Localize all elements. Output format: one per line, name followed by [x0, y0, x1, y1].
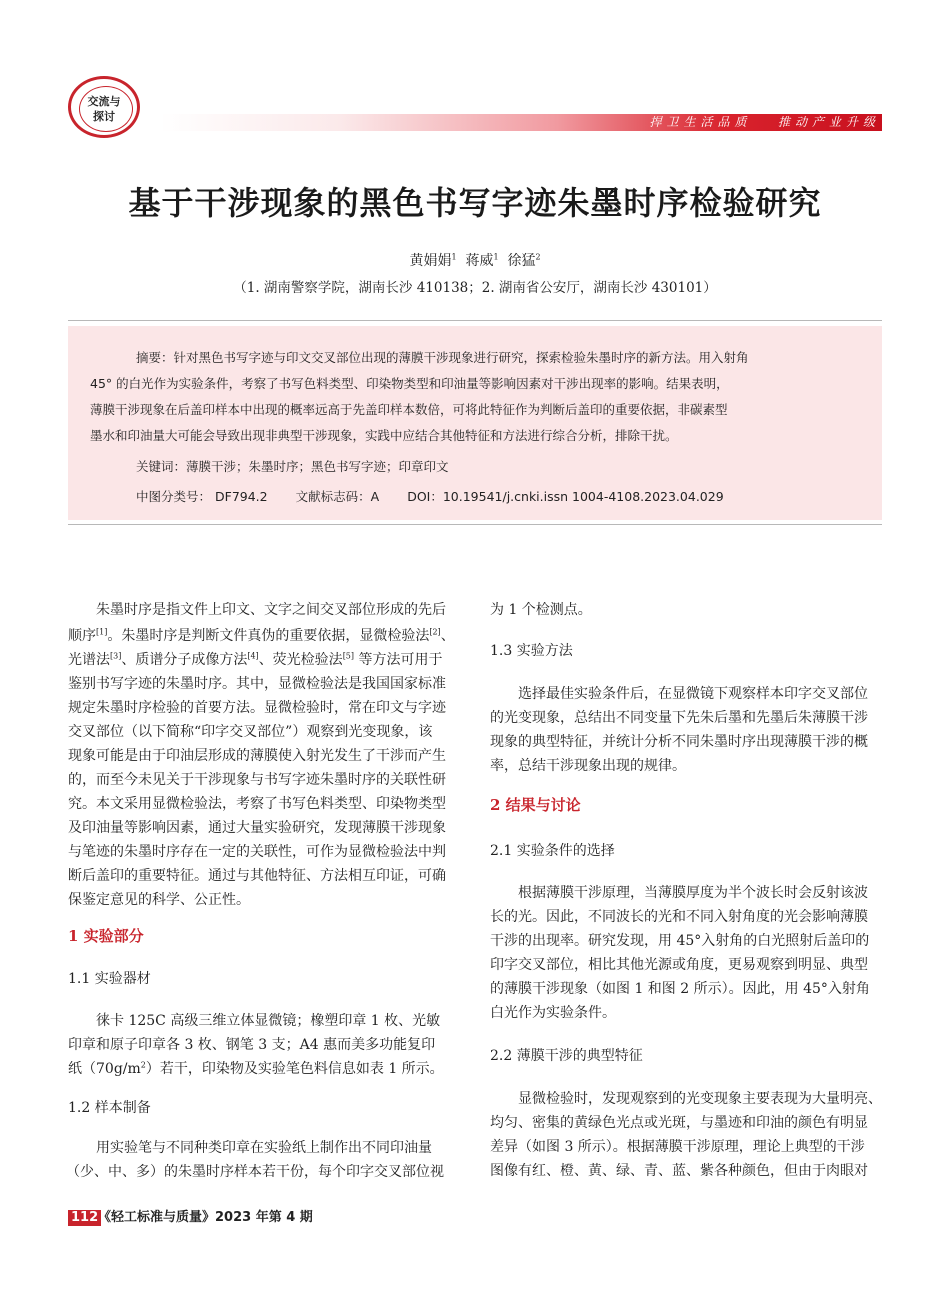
abstract-line: 45° 的白光作为实验条件，考察了书写色料类型、印染物类型和印油量等影响因素对干涉出现率的影响。结果表明，	[90, 376, 729, 391]
superscript: 2	[140, 1060, 146, 1070]
doi-value: 10.19541/j.cnki.issn 1004-4108.2023.04.029	[442, 489, 724, 504]
journal-section-logo	[68, 76, 140, 138]
body-line: 朱墨时序是指文件上印文、文字之间交叉部位形成的先后	[96, 602, 446, 618]
body-text: 、荧光检验法	[258, 652, 343, 668]
citation: [4]	[247, 651, 259, 661]
body-text: 。朱墨时序是判断文件真伪的重要依据，显微检验法	[107, 628, 430, 644]
abstract-text: 针对黑色书写字迹与印文交叉部位出现的薄膜干涉现象进行研究，探索检验朱墨时序的新方法。用入射角	[173, 350, 749, 365]
body-text: ）若干，印染物及实验笔色料信息如表 1 所示。	[145, 1061, 444, 1077]
logo-text-line2: 探讨	[93, 110, 115, 123]
body-line: 率，总结干涉现象出现的规律。	[490, 758, 686, 774]
citation: [5]	[342, 651, 355, 661]
body-line: 选择最佳实验条件后，在显微镜下观察样本印字交叉部位	[518, 686, 868, 702]
subsection-heading: 2.1 实验条件的选择	[490, 843, 615, 859]
keywords-line	[136, 457, 874, 475]
body-line: 徕卡 125C 高级三维立体显微镜；橡塑印章 1 枚、光敏	[96, 1013, 441, 1029]
citation: [1]	[96, 627, 108, 637]
doc-label: 文献标志码：	[295, 489, 371, 504]
body-text: 光谱法	[68, 652, 110, 668]
body-line: 为 1 个检测点。	[490, 602, 592, 618]
body-line: 的光变现象，总结出不同变量下先朱后墨和先墨后朱薄膜干涉	[490, 710, 868, 726]
body-line: 印章和原子印章各 3 枚、钢笔 3 支；A4 惠而美多功能复印	[68, 1037, 436, 1053]
body-line: 白光作为实验条件。	[490, 1005, 616, 1021]
body-line: 用实验笔与不同种类印章在实验纸上制作出不同印油量	[96, 1140, 432, 1156]
subsection-heading: 1.2 样本制备	[68, 1100, 151, 1116]
body-line: 交叉部位（以下简称“印字交叉部位”）观察到光变现象，该	[68, 724, 433, 740]
body-line	[68, 1058, 444, 1078]
author-name: 徐猛	[507, 253, 536, 269]
abstract-line	[136, 348, 874, 366]
body-text: 等方法可用于	[354, 652, 443, 668]
keywords-label: 关键词：	[136, 459, 187, 474]
abstract-box	[68, 326, 882, 520]
subsection-heading: 2.2 薄膜干涉的典型特征	[490, 1048, 643, 1064]
body-line: 的薄膜干涉现象（如图 1 和图 2 所示）。因此，用 45°入射角	[490, 981, 870, 997]
classification-line	[136, 487, 874, 505]
body-text: 、质谱分子成像方法	[121, 652, 248, 668]
body-line: （少、中、多）的朱墨时序样本若干份，每个印字交叉部位视	[66, 1164, 444, 1180]
body-line: 究。本文采用显微检验法，考察了书写色料类型、印染物类型	[68, 796, 446, 812]
affiliations: （1. 湖南警察学院，湖南长沙 410138；2. 湖南省公安厅，湖南长沙 430101）	[233, 280, 717, 296]
citation: [2]	[429, 627, 441, 637]
page-number: 112	[68, 1210, 101, 1226]
body-text: 顺序	[68, 628, 96, 644]
abstract-line: 薄膜干涉现象在后盖印样本中出现的概率远高于先盖印样本数倍，可将此特征作为判断后盖印的重要依据，非碳素型	[90, 402, 728, 417]
section-heading: 2 结果与讨论	[490, 796, 581, 814]
body-line: 规定朱墨时序检验的首要方法。显微检验时，常在印文与字迹	[68, 700, 446, 716]
body-text: 、	[440, 628, 455, 644]
body-line: 长的光。因此，不同波长的光和不同入射角度的光会影响薄膜	[490, 909, 868, 925]
author-affil-mark: 1	[493, 252, 499, 262]
body-line: 鉴别书写字迹的朱墨时序。其中，显微检验法是我国国家标准	[68, 676, 446, 692]
article-title: 基于干涉现象的黑色书写字迹朱墨时序检验研究	[128, 184, 822, 222]
doc-code: A	[370, 489, 380, 504]
author-name: 蒋威	[465, 253, 494, 269]
clc-label: 中图分类号：	[136, 489, 212, 504]
section-heading: 1 实验部分	[68, 927, 144, 945]
subsection-heading: 1.3 实验方法	[490, 643, 573, 659]
citation: [3]	[110, 651, 122, 661]
body-line: 断后盖印的重要特征。通过与其他特征、方法相互印证，可确	[68, 868, 446, 884]
body-line: 根据薄膜干涉原理，当薄膜厚度为半个波长时会反射该波	[518, 885, 868, 901]
body-line: 干涉的出现率。研究发现，用 45°入射角的白光照射后盖印的	[490, 933, 870, 949]
body-line: 现象的典型特征，并统计分析不同朱墨时序出现薄膜干涉的概	[490, 734, 868, 750]
abstract-line: 墨水和印油量大可能会导致出现非典型干涉现象，实践中应结合其他特征和方法进行综合分析，排除干扰。	[90, 428, 678, 443]
body-text: 纸（70g/m	[68, 1061, 141, 1077]
logo-text-line1: 交流与	[87, 95, 121, 108]
author-name: 黄娟娟	[409, 253, 452, 269]
body-line: 图像有红、橙、黄、绿、青、蓝、紫各种颜色，但由于肉眼对	[490, 1163, 868, 1179]
body-line: 的，而至今未见关于干涉现象与书写字迹朱墨时序的关联性研	[68, 772, 446, 788]
body-line	[68, 649, 442, 669]
body-line: 及印油量等影响因素，通过大量实验研究，发现薄膜干涉现象	[68, 820, 446, 836]
doi-label: DOI：	[407, 489, 443, 504]
author-affil-mark: 1	[451, 252, 457, 262]
body-line: 现象可能是由于印油层形成的薄膜使入射光发生了干涉而产生	[68, 748, 446, 764]
clc-code: DF794.2	[215, 489, 268, 504]
author-list	[0, 250, 950, 270]
body-line: 印字交叉部位，相比其他光源或角度，更易观察到明显、典型	[490, 957, 868, 973]
abstract-top-rule	[68, 320, 882, 321]
body-line: 均匀、密集的黄绿色光点或光斑，与墨迹和印油的颜色有明显	[490, 1115, 868, 1131]
abstract-bottom-rule	[68, 524, 882, 525]
body-line: 显微检验时，发现观察到的光变现象主要表现为大量明亮、	[518, 1091, 882, 1107]
header-slogan: 捍卫生活品质 推动产业升级	[649, 115, 880, 129]
journal-issue: 《轻工标准与质量》2023 年第 4 期	[98, 1210, 313, 1225]
abstract-label: 摘要：	[136, 350, 174, 365]
body-line: 与笔迹的朱墨时序存在一定的关联性，可作为显微检验法中判	[68, 844, 446, 860]
keywords: 薄膜干涉；朱墨时序；黑色书写字迹；印章印文	[186, 459, 449, 474]
body-line: 差异（如图 3 所示）。根据薄膜干涉原理，理论上典型的干涉	[490, 1139, 865, 1155]
body-line: 保鉴定意见的科学、公正性。	[68, 892, 250, 908]
subsection-heading: 1.1 实验器材	[68, 971, 151, 987]
body-line	[68, 625, 455, 645]
author-affil-mark: 2	[535, 252, 541, 262]
